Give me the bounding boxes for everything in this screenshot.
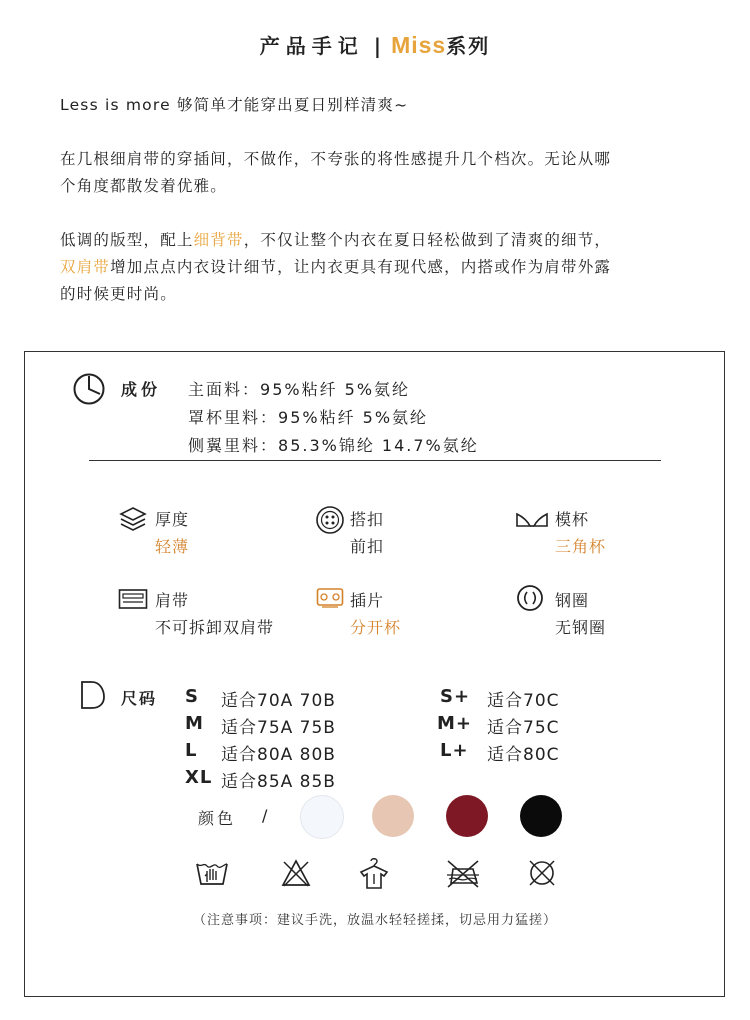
color-swatch-white[interactable]: [300, 795, 344, 839]
size-row: [185, 767, 212, 788]
composition-part: 侧翼里料：: [188, 436, 279, 455]
feature-value-clasp: 前扣: [350, 537, 385, 556]
size-fit: 适合85A 85B: [221, 772, 336, 792]
intro-paragraph-1: [60, 146, 710, 200]
color-swatch-black[interactable]: [520, 795, 562, 837]
strap-icon: [118, 588, 148, 610]
feature-label-clasp: 搭扣: [350, 510, 385, 529]
feature-value-thickness: 轻薄: [155, 537, 190, 556]
size-row: [440, 740, 469, 761]
feature-label-underwire: 钢圈: [555, 591, 590, 610]
page-header: [0, 30, 750, 59]
intro-text: 低调的版型，配上: [60, 231, 194, 249]
highlight-double-strap: 双肩带: [60, 258, 111, 276]
composition-part: 主面料：: [188, 380, 261, 399]
intro-p1-line1: 在几根细肩带的穿插间，不做作，不夸张的将性感提升几个档次。无论从哪: [60, 150, 612, 168]
size-fit: 适合80C: [487, 745, 560, 765]
care-note: （注意事项：建议手洗，放温水轻轻搓揉，切忌用力猛搓）: [192, 913, 557, 928]
size-row: [440, 686, 470, 707]
highlight-back-strap: 细背带: [193, 231, 244, 249]
underwire-icon: [516, 584, 544, 612]
no-iron-icon: [445, 857, 481, 889]
hand-wash-icon: [195, 856, 229, 888]
intro-p2-line3: 的时候更时尚。: [60, 285, 177, 303]
size-fit: 适合75C: [487, 718, 560, 738]
feature-value-strap: 不可拆卸双肩带: [155, 618, 275, 637]
size-code: XL: [185, 767, 213, 788]
size-code: L+: [440, 740, 469, 761]
no-bleach-icon: [281, 858, 311, 888]
intro-p1-line2: 个角度都散发着优雅。: [60, 177, 228, 195]
intro-tagline: Less is more 够简单才能穿出夏日别样清爽~: [60, 96, 409, 114]
intro-paragraph-2: [60, 227, 710, 308]
size-fit: 适合80A 80B: [221, 745, 336, 765]
series-label: 系列: [446, 34, 491, 58]
feature-value-cup: 三角杯: [555, 537, 607, 556]
no-tumble-dry-icon: [527, 858, 557, 888]
color-swatch-nude[interactable]: [372, 795, 414, 837]
size-row: [185, 686, 199, 707]
feature-label-cup: 模杯: [555, 510, 590, 529]
intro-text: ，不仅让整个内衣在夏日轻松做到了清爽的细节，: [243, 231, 612, 249]
composition-part: 罩杯里料：: [188, 408, 279, 427]
layers-icon: [118, 505, 148, 533]
size-row: [437, 713, 472, 734]
header-title: 产品手记: [259, 34, 364, 58]
divider: [89, 460, 661, 461]
size-label: 尺码: [121, 689, 158, 708]
size-row: [185, 740, 197, 761]
hang-dry-icon: [359, 856, 389, 890]
composition-value: 85.3%锦纶 14.7%氨纶: [278, 436, 479, 455]
composition-row: [188, 377, 410, 400]
feature-label-strap: 肩带: [155, 591, 190, 610]
feature-label-thickness: 厚度: [155, 510, 190, 529]
color-swatch-wine[interactable]: [446, 795, 488, 837]
composition-value: 95%粘纤 5%氨纶: [260, 380, 411, 399]
button-icon: [315, 505, 345, 535]
size-code: M: [185, 713, 204, 734]
size-row: [185, 713, 204, 734]
insert-icon: [316, 587, 344, 609]
pie-chart-icon: [72, 372, 106, 406]
color-label: 颜色: [198, 809, 237, 828]
size-code: M+: [437, 713, 472, 734]
feature-value-insert: 分开杯: [350, 618, 402, 637]
size-fit: 适合75A 75B: [221, 718, 336, 738]
size-fit: 适合70A 70B: [221, 691, 336, 711]
intro-p2-line1: [60, 227, 710, 254]
composition-label: 成份: [121, 380, 162, 399]
bra-icon: [515, 508, 549, 530]
header-separator: |: [373, 34, 382, 58]
size-fit: 适合70C: [487, 691, 560, 711]
composition-value: 95%粘纤 5%氨纶: [278, 408, 429, 427]
composition-row: [188, 405, 428, 428]
feature-value-underwire: 无钢圈: [555, 618, 607, 637]
size-code: S+: [440, 686, 471, 707]
intro-p2-line2: [60, 254, 710, 281]
composition-row: [188, 433, 479, 456]
feature-label-insert: 插片: [350, 591, 385, 610]
size-tag-icon: [80, 680, 106, 710]
intro-text: 增加点点内衣设计细节，让内衣更具有现代感，内搭或作为肩带外露: [110, 258, 612, 276]
size-code: S: [185, 686, 199, 707]
brand-name: Miss: [391, 32, 447, 58]
color-slash: /: [262, 806, 269, 825]
size-code: L: [185, 740, 198, 761]
